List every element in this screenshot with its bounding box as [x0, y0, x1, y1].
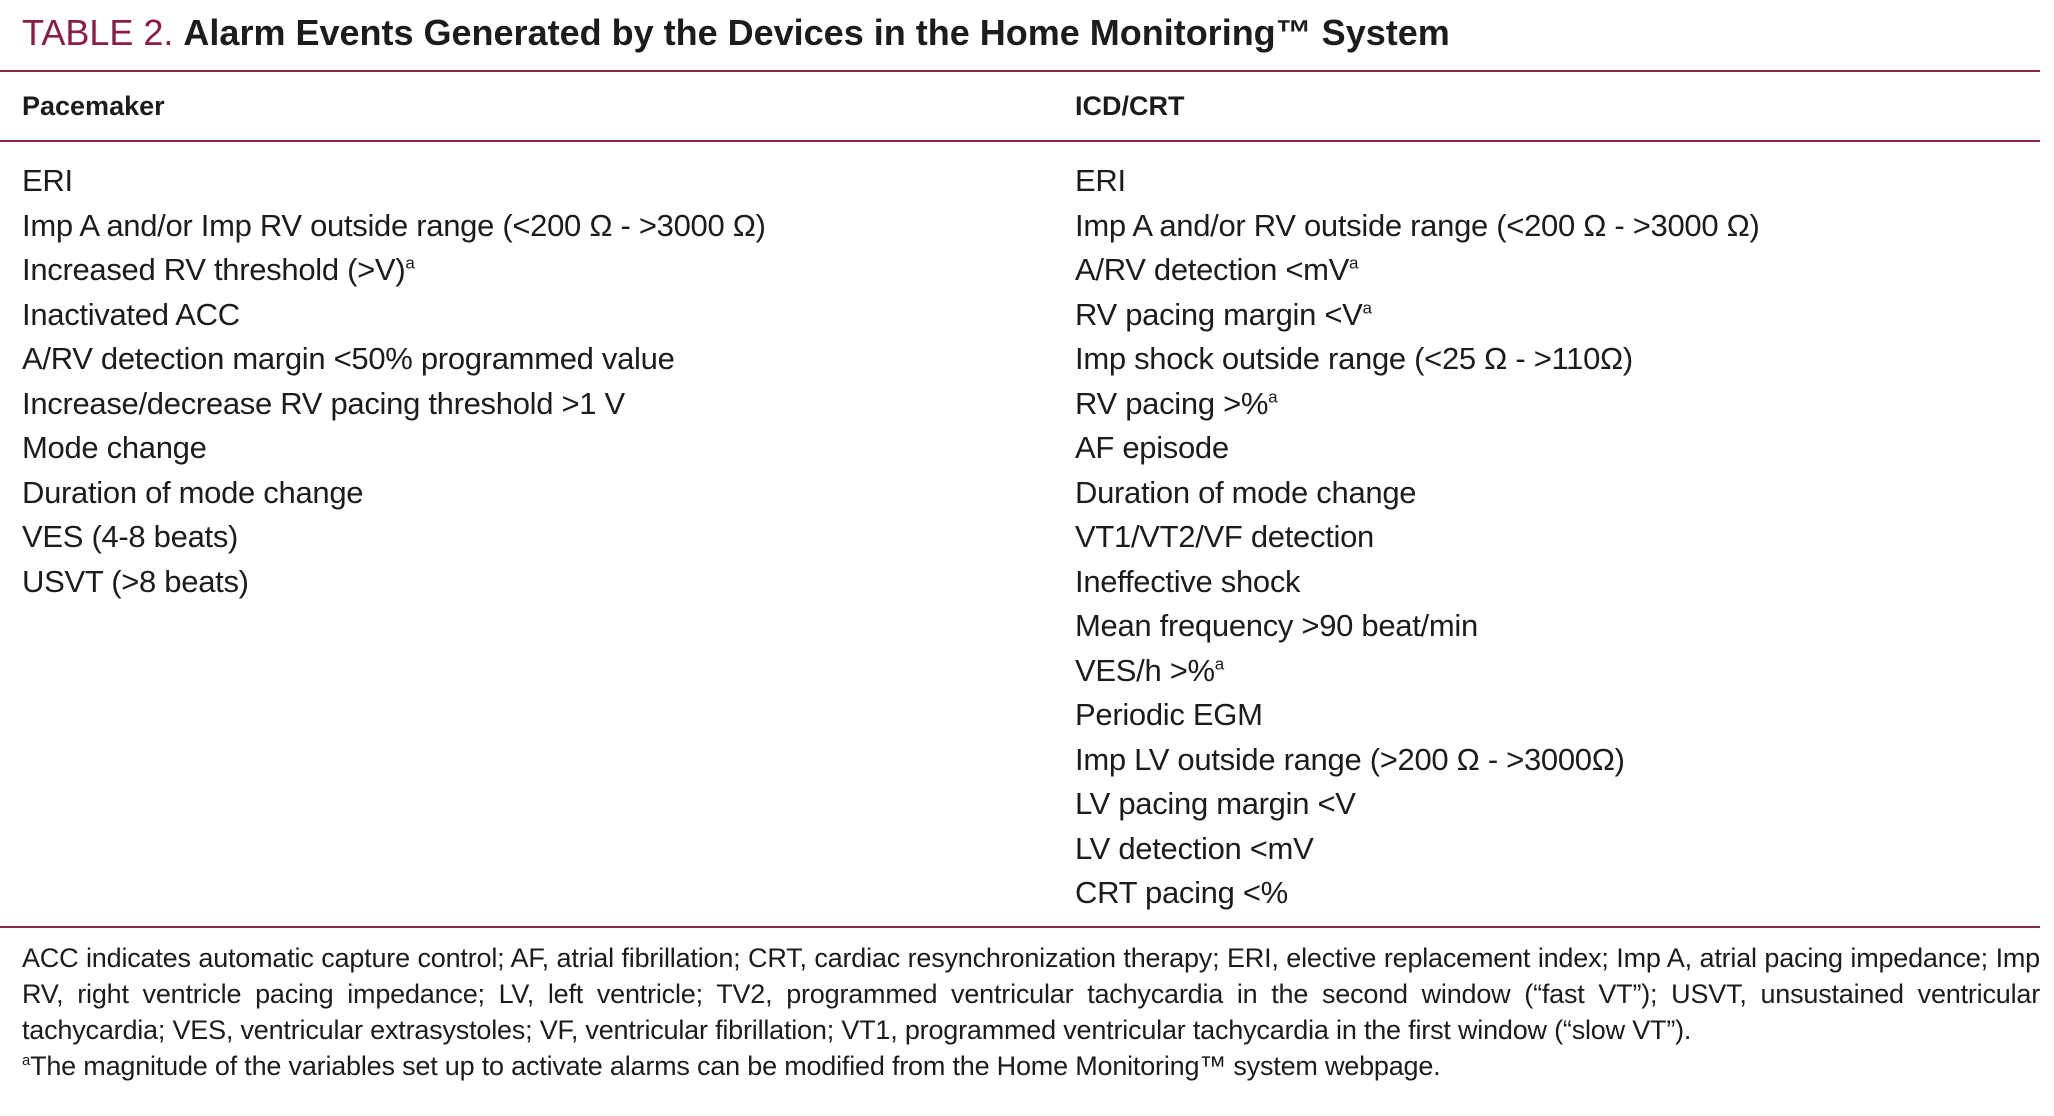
table-row: A/RV detection margin <50% programmed value [22, 341, 675, 376]
table-row: Increase/decrease RV pacing threshold >1 V [22, 385, 625, 421]
table-row: RV pacing margin $<V^a$ [1075, 296, 1372, 332]
table-row: Increased RV threshold (>V)$^a$ [22, 252, 415, 287]
table-row: Duration of mode change [1075, 474, 1417, 510]
table-row: Imp A and/or RV outside range (<200 Ω - >3000 Ω) [1075, 207, 1760, 243]
table-row: VT1/VT2/VF detection [1075, 519, 1374, 554]
bottom-rule [0, 926, 2040, 928]
table-row: Imp LV outside range (>200 Ω - >3000Ω) [1075, 741, 1625, 777]
top-rule [0, 70, 2040, 72]
header-rule [0, 140, 2040, 142]
table-row: Periodic EGM [1075, 697, 1263, 732]
pacemaker-list [22, 159, 766, 604]
table-row: VES/h >%$^a$ [1075, 652, 1224, 688]
table-row: Imp shock outside range (<25 Ω - >110Ω) [1075, 341, 1633, 376]
table-row: Duration of mode change [22, 474, 364, 510]
table-row: CRT pacing <% [1075, 875, 1288, 910]
column-header-icd-crt: ICD/CRT [1075, 91, 1185, 121]
icd-crt-list [1075, 159, 1760, 916]
column-header-pacemaker: Pacemaker [22, 91, 165, 121]
table-caption: Alarm Events Generated by the Devices in the Home Monitoring™ System [183, 12, 1450, 53]
table-title [22, 8, 1450, 58]
table-row: RV pacing >%$^a$ [1075, 385, 1278, 421]
footnote-marker: a [1362, 298, 1372, 318]
table-row: Mean frequency >90 beat/min [1075, 608, 1478, 643]
table-row: LV detection <mV [1075, 830, 1314, 866]
table-row: Imp A and/or Imp RV outside range (<200 Ω - >3000 Ω) [22, 207, 766, 243]
footnote-marker: a [405, 253, 415, 273]
table-row: LV pacing margin <V [1075, 786, 1356, 821]
table-row: Ineffective shock [1075, 563, 1301, 599]
table-row: A/RV detection $<mV^a$ [1075, 252, 1359, 287]
superscript-footnote: $^a$The magnitude of the variables set up to activate alarms can be modified from the Home Monitoring™ system webpage. [22, 1051, 1441, 1081]
footnote-marker: a [22, 1053, 31, 1069]
table-row: ERI [1075, 163, 1126, 198]
footnote-marker: a [1214, 654, 1224, 674]
table-row: Inactivated ACC [22, 296, 240, 332]
table-row: VES (4-8 beats) [22, 519, 239, 554]
table-row: Mode change [22, 430, 207, 465]
table-row: ERI [22, 163, 73, 198]
footnote-marker: a [1268, 387, 1278, 407]
table-label: TABLE 2. [22, 12, 174, 53]
table-row: AF episode [1075, 430, 1229, 465]
footnote-marker: a [1349, 253, 1359, 273]
table-row: USVT (>8 beats) [22, 563, 249, 599]
abbreviations-footnote: ACC indicates automatic capture control; AF, atrial fibrillation; CRT, cardiac resynchronization therapy; ERI, elective replacement index; Imp A, atrial pacing impedance; Imp RV, right ventricle pacing impedance; LV, left ventricle; TV2, programmed ventricular tachycardia in the second window (“fast VT”); USVT, unsustained ventricular tachycardia; VES, ventricular extrasystoles; VF, ventricular fibrillation; VT1, programmed ventricular tachycardia in the first window (“slow VT”). [22, 943, 2040, 1045]
